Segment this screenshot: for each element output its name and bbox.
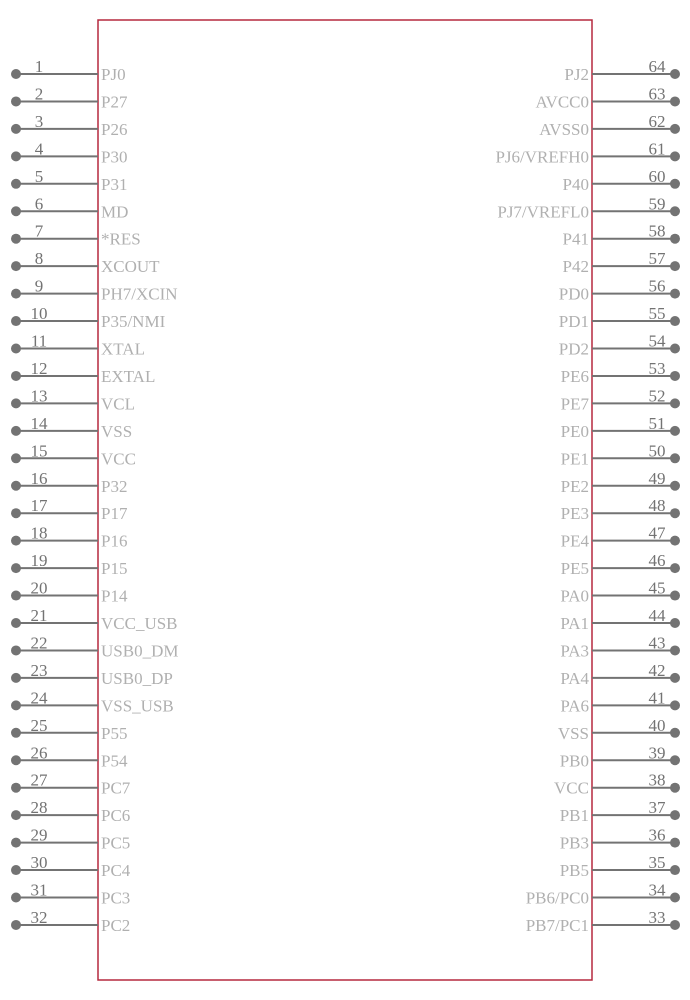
pin-terminal-dot <box>670 69 680 79</box>
pin-label: VSS <box>101 421 133 441</box>
pin-terminal-dot <box>11 179 21 189</box>
left-pin-group <box>11 57 178 935</box>
right-pin-62 <box>539 112 680 139</box>
pin-number: 25 <box>30 715 48 735</box>
pin-terminal-dot <box>670 536 680 546</box>
pin-number: 28 <box>30 798 48 818</box>
pin-terminal-dot <box>670 261 680 271</box>
pin-terminal-dot <box>11 481 21 491</box>
pin-label: EXTAL <box>101 366 156 386</box>
pin-label: PB7/PC1 <box>525 915 589 935</box>
right-pin-52 <box>561 386 680 413</box>
pin-label: PB5 <box>559 861 589 881</box>
pin-number: 7 <box>34 221 44 241</box>
left-pin-31 <box>11 881 130 908</box>
right-pin-48 <box>561 496 680 523</box>
pin-number: 47 <box>648 523 666 543</box>
left-pin-24 <box>11 688 174 715</box>
pin-terminal-dot <box>670 206 680 216</box>
pin-terminal-dot <box>11 371 21 381</box>
pin-label: PC5 <box>101 833 131 853</box>
pin-terminal-dot <box>670 481 680 491</box>
pin-label: P35/NMI <box>101 312 166 332</box>
pin-terminal-dot <box>11 453 21 463</box>
right-pin-36 <box>560 826 680 853</box>
pin-number: 16 <box>30 468 48 488</box>
pin-number: 57 <box>648 249 666 269</box>
right-pin-63 <box>535 84 680 111</box>
right-pin-60 <box>563 167 680 194</box>
pin-label: P27 <box>101 92 128 112</box>
pin-terminal-dot <box>670 591 680 601</box>
pin-terminal-dot <box>670 563 680 573</box>
pin-number: 61 <box>648 139 666 159</box>
pin-label: PD2 <box>558 339 589 359</box>
pin-number: 46 <box>648 551 666 571</box>
pin-terminal-dot <box>670 893 680 903</box>
pin-terminal-dot <box>11 810 21 820</box>
pin-number: 13 <box>30 386 48 406</box>
pin-number: 30 <box>30 853 48 873</box>
pin-number: 26 <box>30 743 48 763</box>
left-pin-11 <box>11 332 145 359</box>
pin-label: VSS <box>557 723 589 743</box>
pin-label: PB0 <box>559 751 589 771</box>
pin-number: 62 <box>648 111 666 131</box>
pin-label: PD0 <box>558 284 589 304</box>
right-pin-40 <box>558 716 680 743</box>
pin-terminal-dot <box>670 398 680 408</box>
pin-terminal-dot <box>11 728 21 738</box>
pin-number: 27 <box>30 770 48 790</box>
pin-terminal-dot <box>11 69 21 79</box>
right-pin-50 <box>561 441 680 468</box>
pin-number: 20 <box>30 578 48 598</box>
pin-terminal-dot <box>670 783 680 793</box>
pin-terminal-dot <box>670 618 680 628</box>
pin-label: PC3 <box>101 888 131 908</box>
right-pin-45 <box>560 579 680 606</box>
left-pin-4 <box>11 139 127 166</box>
left-pin-25 <box>11 716 127 743</box>
pin-number: 59 <box>648 194 666 214</box>
right-pin-group <box>495 57 680 935</box>
pin-terminal-dot <box>670 508 680 518</box>
pin-number: 55 <box>648 304 666 324</box>
left-pin-19 <box>11 551 127 578</box>
left-pin-21 <box>11 606 178 633</box>
pin-label: P26 <box>101 119 128 139</box>
pin-number: 64 <box>648 57 666 76</box>
left-pin-14 <box>11 414 132 441</box>
left-pin-20 <box>11 579 128 606</box>
pin-number: 48 <box>648 496 666 516</box>
pin-number: 56 <box>648 276 666 296</box>
pin-label: PE7 <box>560 394 589 414</box>
pin-number: 58 <box>648 221 666 241</box>
pin-number: 21 <box>30 606 48 625</box>
pin-number: 44 <box>648 606 666 625</box>
right-pin-46 <box>561 551 680 578</box>
pin-number: 11 <box>30 331 48 351</box>
pin-label: PE1 <box>560 449 589 469</box>
pin-label: P17 <box>101 504 128 524</box>
pin-terminal-dot <box>670 810 680 820</box>
pin-number: 18 <box>30 523 48 543</box>
pin-label: PH7/XCIN <box>101 284 178 304</box>
right-pin-58 <box>563 222 680 249</box>
left-pin-12 <box>11 359 155 386</box>
pin-number: 34 <box>648 880 666 900</box>
pin-terminal-dot <box>11 673 21 683</box>
pin-label: PC7 <box>101 778 131 798</box>
pin-number: 19 <box>30 551 48 571</box>
pin-label: PJ7/VREFL0 <box>497 202 589 222</box>
pin-label: P55 <box>101 723 128 743</box>
right-pin-37 <box>560 798 680 825</box>
pin-number: 4 <box>34 139 44 159</box>
pin-number: 14 <box>30 413 48 433</box>
left-pin-7 <box>11 222 141 249</box>
pin-terminal-dot <box>670 453 680 463</box>
pin-number: 43 <box>648 633 666 653</box>
pin-number: 40 <box>648 715 666 735</box>
pin-label: PB1 <box>559 806 589 826</box>
pin-label: *RES <box>101 229 141 249</box>
pin-label: PB3 <box>559 833 589 853</box>
pin-number: 51 <box>648 413 666 433</box>
pin-label: VCC <box>101 449 136 469</box>
pin-terminal-dot <box>670 755 680 765</box>
pin-label: PA0 <box>560 586 589 606</box>
pin-terminal-dot <box>670 344 680 354</box>
pin-number: 42 <box>648 660 666 680</box>
pin-terminal-dot <box>11 344 21 354</box>
pin-label: P40 <box>562 174 589 194</box>
left-pin-15 <box>11 441 136 468</box>
pin-number: 35 <box>648 853 666 873</box>
pin-number: 54 <box>648 331 666 351</box>
right-pin-53 <box>561 359 680 386</box>
pin-terminal-dot <box>11 536 21 546</box>
left-pin-30 <box>11 853 131 880</box>
pin-number: 36 <box>648 825 666 845</box>
pin-terminal-dot <box>11 755 21 765</box>
pin-terminal-dot <box>670 316 680 326</box>
left-pin-2 <box>11 84 128 111</box>
pin-number: 38 <box>648 770 666 790</box>
pin-label: PE4 <box>560 531 589 551</box>
pin-number: 32 <box>30 907 48 927</box>
pin-terminal-dot <box>11 920 21 930</box>
left-pin-8 <box>11 249 160 276</box>
pin-label: MD <box>101 202 129 222</box>
pin-terminal-dot <box>670 371 680 381</box>
pin-terminal-dot <box>11 563 21 573</box>
pin-terminal-dot <box>670 920 680 930</box>
pin-number: 15 <box>30 441 48 461</box>
pin-terminal-dot <box>670 289 680 299</box>
right-pin-41 <box>560 688 680 715</box>
pin-label: P32 <box>101 476 128 496</box>
pin-number: 2 <box>34 84 44 104</box>
pin-terminal-dot <box>670 426 680 436</box>
pin-number: 49 <box>648 468 666 488</box>
left-pin-27 <box>11 771 131 798</box>
pin-label: PE3 <box>560 504 589 524</box>
right-pin-47 <box>561 524 680 551</box>
pin-label: P31 <box>101 174 128 194</box>
pin-label: VCC <box>554 778 589 798</box>
pin-terminal-dot <box>670 838 680 848</box>
pin-terminal-dot <box>11 508 21 518</box>
pin-terminal-dot <box>670 700 680 710</box>
pin-terminal-dot <box>670 645 680 655</box>
pin-terminal-dot <box>11 151 21 161</box>
pin-number: 60 <box>648 166 666 186</box>
pin-number: 31 <box>30 880 48 900</box>
right-pin-35 <box>560 853 680 880</box>
pin-label: PC2 <box>101 915 131 935</box>
pin-label: P15 <box>101 559 128 579</box>
pin-terminal-dot <box>11 783 21 793</box>
pin-label: PE6 <box>560 366 589 386</box>
pin-label: PC4 <box>101 861 131 881</box>
pin-label: PJ2 <box>564 65 589 84</box>
pin-label: AVSS0 <box>539 119 589 139</box>
right-pin-44 <box>560 606 680 633</box>
pin-label: PA6 <box>560 696 589 716</box>
right-pin-33 <box>526 908 680 935</box>
right-pin-39 <box>560 743 680 770</box>
left-pin-22 <box>11 633 178 660</box>
left-pin-3 <box>11 112 127 139</box>
pin-terminal-dot <box>670 179 680 189</box>
pin-terminal-dot <box>670 865 680 875</box>
pin-label: VCC_USB <box>101 614 178 633</box>
pin-label: PA1 <box>560 614 589 633</box>
pin-terminal-dot <box>11 700 21 710</box>
pin-number: 1 <box>34 57 44 76</box>
pin-number: 23 <box>30 660 48 680</box>
pin-number: 17 <box>30 496 48 516</box>
pin-number: 53 <box>648 358 666 378</box>
pin-terminal-dot <box>11 865 21 875</box>
pin-number: 39 <box>648 743 666 763</box>
pin-number: 24 <box>30 688 48 708</box>
right-pin-61 <box>495 139 680 166</box>
pin-label: P16 <box>101 531 128 551</box>
left-pin-17 <box>11 496 128 523</box>
pin-number: 50 <box>648 441 666 461</box>
pin-number: 8 <box>34 249 44 269</box>
right-pin-56 <box>559 277 680 304</box>
pin-number: 9 <box>34 276 44 296</box>
pin-number: 3 <box>34 111 44 131</box>
pin-terminal-dot <box>11 316 21 326</box>
pin-label: PJ6/VREFH0 <box>495 147 589 167</box>
left-pin-18 <box>11 524 127 551</box>
pin-terminal-dot <box>11 591 21 601</box>
pin-terminal-dot <box>11 618 21 628</box>
right-pin-38 <box>554 771 680 798</box>
right-pin-55 <box>559 304 680 331</box>
pin-label: VCL <box>101 394 135 414</box>
pin-terminal-dot <box>670 728 680 738</box>
left-pin-13 <box>11 386 135 413</box>
left-pin-26 <box>11 743 128 770</box>
left-pin-6 <box>11 194 128 221</box>
right-pin-34 <box>526 881 680 908</box>
pin-number: 29 <box>30 825 48 845</box>
left-pin-10 <box>11 304 166 331</box>
pin-terminal-dot <box>670 96 680 106</box>
pin-label: PE5 <box>560 559 589 579</box>
pin-label: PA4 <box>560 668 589 688</box>
pin-number: 41 <box>648 688 666 708</box>
pin-terminal-dot <box>11 645 21 655</box>
pin-label: PB6/PC0 <box>525 888 589 908</box>
left-pin-23 <box>11 661 173 688</box>
pin-number: 22 <box>30 633 48 653</box>
pin-terminal-dot <box>11 426 21 436</box>
pin-terminal-dot <box>11 96 21 106</box>
pin-label: VSS_USB <box>101 696 174 716</box>
pin-label: PC6 <box>101 806 131 826</box>
pin-terminal-dot <box>11 838 21 848</box>
pin-number: 33 <box>648 907 666 927</box>
pin-label: AVCC0 <box>535 92 589 112</box>
right-pin-64 <box>564 57 680 84</box>
pin-label: P14 <box>101 586 128 606</box>
right-pin-51 <box>561 414 680 441</box>
right-pin-54 <box>559 332 680 359</box>
pin-terminal-dot <box>11 261 21 271</box>
pin-terminal-dot <box>11 893 21 903</box>
left-pin-1 <box>11 57 126 84</box>
pin-number: 63 <box>648 84 666 104</box>
right-pin-57 <box>563 249 680 276</box>
right-pin-42 <box>560 661 680 688</box>
pin-number: 45 <box>648 578 666 598</box>
right-pin-43 <box>560 633 680 660</box>
pin-number: 6 <box>34 194 44 214</box>
pin-label: PD1 <box>558 312 589 332</box>
pin-number: 37 <box>648 798 666 818</box>
left-pin-9 <box>11 277 178 304</box>
pin-label: USB0_DM <box>101 641 179 661</box>
pin-number: 5 <box>34 166 44 186</box>
pin-terminal-dot <box>11 289 21 299</box>
pin-label: PA3 <box>560 641 589 661</box>
pin-label: USB0_DP <box>101 668 173 688</box>
pin-label: P41 <box>562 229 589 249</box>
pin-label: PE0 <box>560 421 589 441</box>
pin-terminal-dot <box>11 124 21 134</box>
pin-terminal-dot <box>670 151 680 161</box>
pin-label: P54 <box>101 751 128 771</box>
right-pin-59 <box>497 194 680 221</box>
left-pin-28 <box>11 798 130 825</box>
left-pin-29 <box>11 826 130 853</box>
pin-number: 10 <box>30 304 48 324</box>
left-pin-32 <box>11 908 130 935</box>
pin-terminal-dot <box>670 124 680 134</box>
pin-terminal-dot <box>11 234 21 244</box>
pin-number: 52 <box>648 386 666 406</box>
pin-label: XCOUT <box>101 257 160 277</box>
pin-terminal-dot <box>670 234 680 244</box>
left-pin-16 <box>11 469 127 496</box>
pin-label: P42 <box>562 257 589 277</box>
pin-terminal-dot <box>670 673 680 683</box>
pin-label: PJ0 <box>101 65 126 84</box>
pin-label: PE2 <box>560 476 589 496</box>
pin-number: 12 <box>30 358 48 378</box>
pin-terminal-dot <box>11 206 21 216</box>
pin-label: XTAL <box>101 339 145 359</box>
right-pin-49 <box>561 469 680 496</box>
pin-label: P30 <box>101 147 128 167</box>
left-pin-5 <box>11 167 127 194</box>
pin-terminal-dot <box>11 398 21 408</box>
